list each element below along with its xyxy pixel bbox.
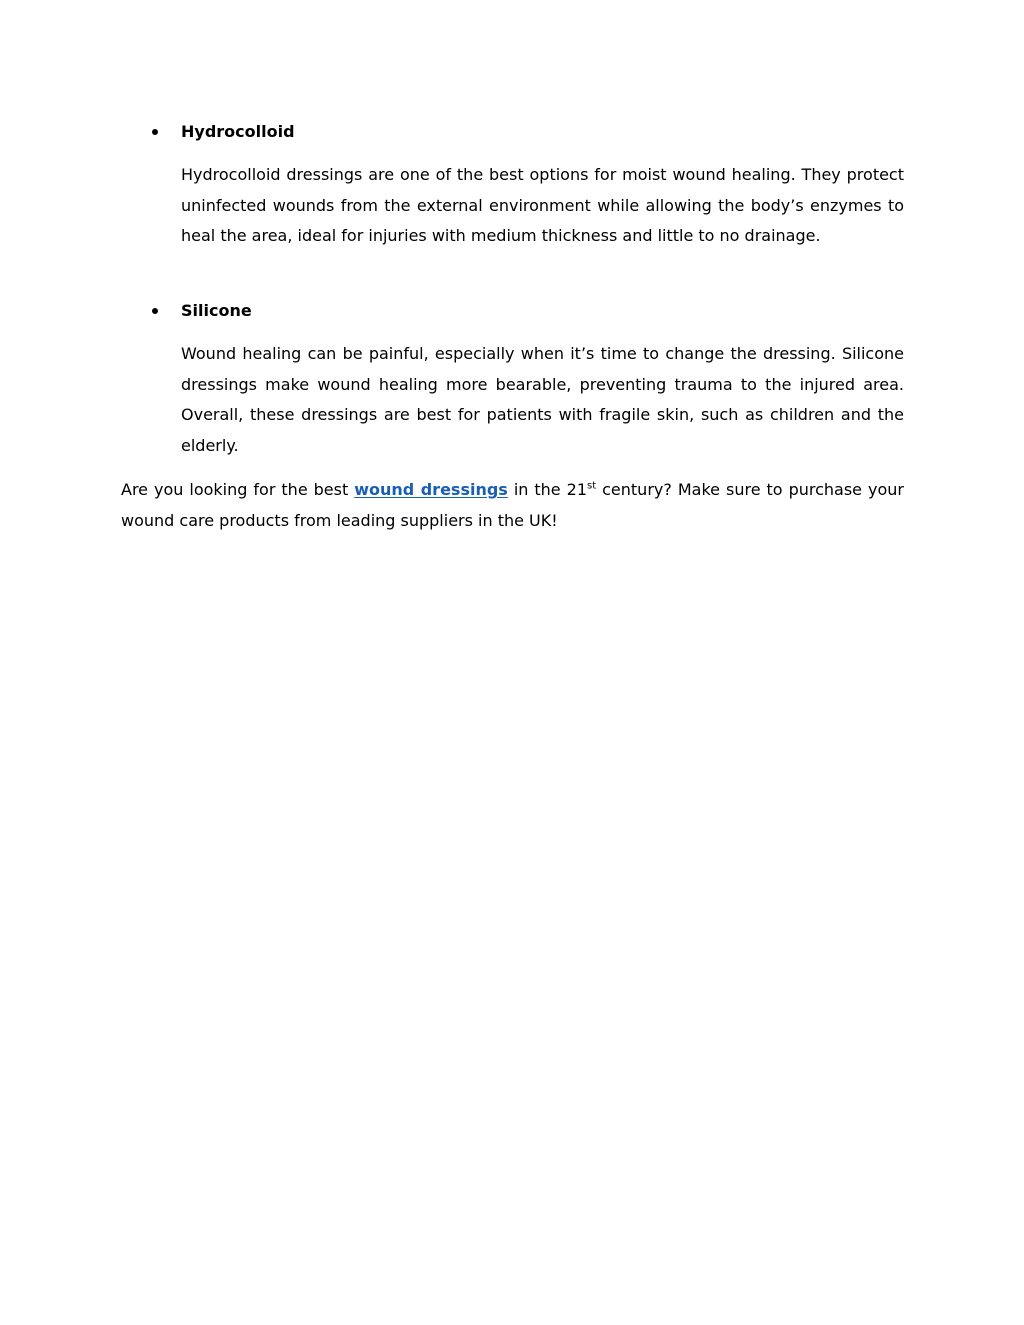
closing-text-middle: in the 21 — [507, 480, 587, 499]
bullet-item-hydrocolloid — [152, 120, 904, 144]
section-paragraph: Hydrocolloid dressings are one of the best options for moist wound healing. They protect uninfected wounds from the external environment while allowing the body’s enzymes to heal the area, ideal for injuries with medium thickness and little to no drainage. — [181, 165, 904, 245]
bullet-row — [152, 120, 904, 144]
bullet-icon — [152, 308, 158, 314]
closing-text-start: Are you looking for the best — [121, 480, 355, 499]
closing-paragraph — [121, 475, 904, 536]
wound-dressings-link[interactable]: wound dressings — [354, 480, 508, 499]
section-heading: Silicone — [181, 301, 252, 320]
ordinal-superscript: st — [587, 480, 597, 492]
bullet-icon — [152, 129, 158, 135]
section-paragraph: Wound healing can be painful, especially when it’s time to change the dressing. Silicone dressings make wound healing more bearable, preventing trauma to the injured area. Overall, these dressings are best for patients with fragile skin, such as children and the elderly. — [181, 344, 904, 455]
bullet-row — [152, 299, 904, 323]
closing-text-end: century? Make sure to purchase your wound care products from leading suppliers in the UK! — [121, 480, 904, 530]
section-heading: Hydrocolloid — [181, 122, 295, 141]
bullet-item-silicone — [152, 299, 904, 323]
